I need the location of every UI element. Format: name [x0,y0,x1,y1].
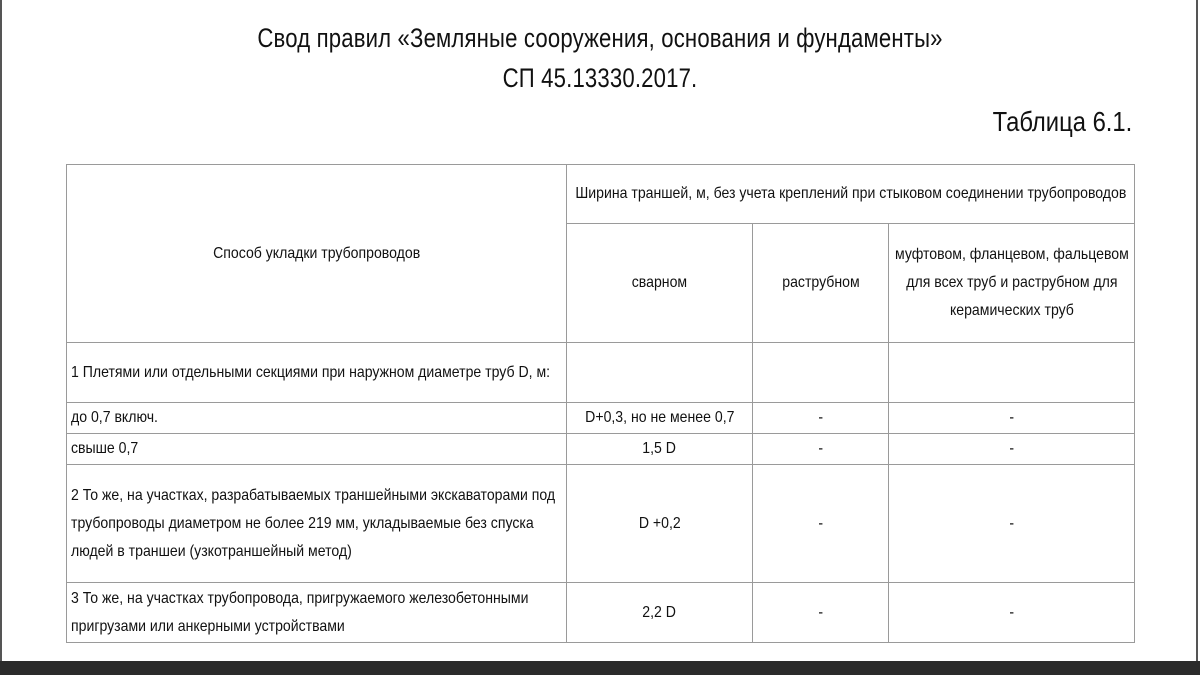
header-method: Способ укладки трубопроводов [67,165,567,343]
header-welded: сварном [567,224,753,343]
row-welded: 2,2 D [567,583,753,643]
row-socket: - [753,434,889,465]
table-header-row-1 [67,165,1135,224]
row-socket [753,343,889,403]
header-width-group: Ширина траншей, м, без учета креплений при стыковом соединении трубопроводов [567,165,1135,224]
row-other: - [889,583,1135,643]
row-method: 1 Плетями или отдельными секциями при наружном диаметре труб D, м: [67,343,567,403]
row-other: - [889,434,1135,465]
bottom-edge-bar [0,661,1200,675]
row-welded: D +0,2 [567,465,753,583]
table-row [67,583,1135,643]
table-row [67,403,1135,434]
row-socket: - [753,403,889,434]
row-method: до 0,7 включ. [67,403,567,434]
row-other [889,343,1135,403]
row-other: - [889,465,1135,583]
document-title [108,18,1092,98]
row-welded: 1,5 D [567,434,753,465]
header-other: муфтовом, фланцевом, фальцевом для всех труб и раструбном для керамических труб [889,224,1135,343]
row-method: 3 То же, на участках трубопровода, пригружаемого железобетонными пригрузами или анкерными устройствами [67,583,567,643]
row-socket: - [753,465,889,583]
table-row [67,465,1135,583]
trench-width-table [66,164,1135,643]
row-welded: D+0,3, но не менее 0,7 [567,403,753,434]
header-socket: раструбном [753,224,889,343]
document-title-line-2: СП 45.13330.2017. [502,63,698,93]
row-other: - [889,403,1135,434]
table-row [67,343,1135,403]
table-caption: Таблица 6.1. [992,106,1132,137]
row-method: свыше 0,7 [67,434,567,465]
table-row [67,434,1135,465]
row-welded [567,343,753,403]
document-title-line-1: Свод правил «Земляные сооружения, основания и фундаменты» [257,23,943,53]
row-method: 2 То же, на участках, разрабатываемых траншейными экскаваторами под трубопроводы диаметром не более 219 мм, укладываемые без спуска людей в траншеи (узкотраншейный метод) [67,465,567,583]
row-socket: - [753,583,889,643]
